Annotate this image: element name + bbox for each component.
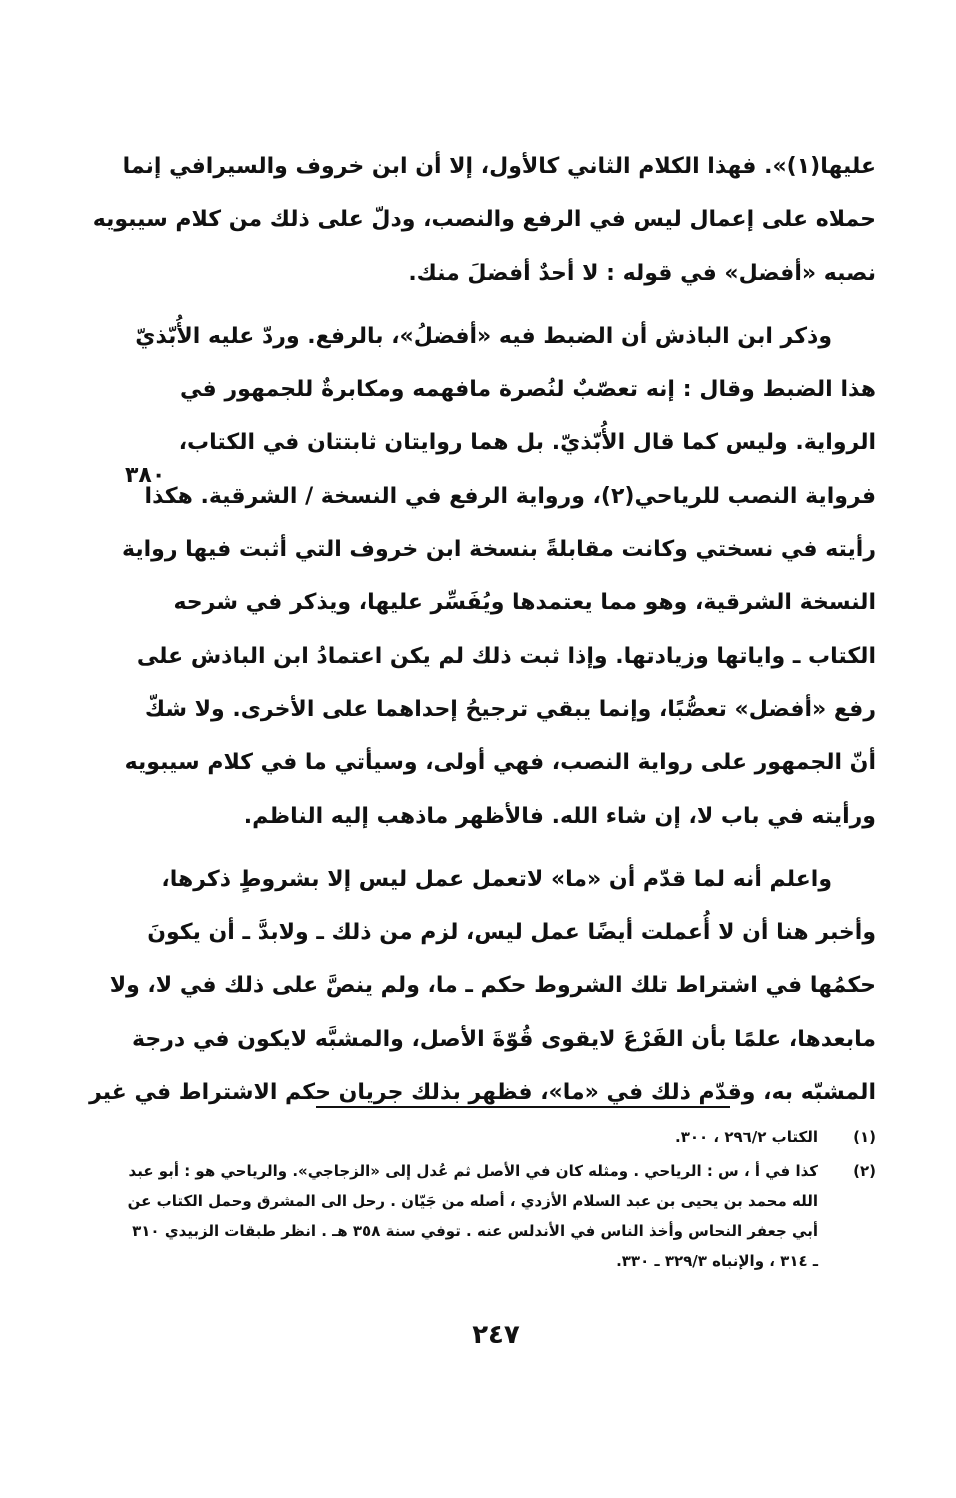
text-line: أنّ الجمهور على رواية النصب، فهي أولى، وسيأتي ما في كلام سيبويه: [124, 750, 876, 776]
text-line: حكمُها في اشتراط تلك الشروط حكم ـ ما، ولم ينصَّ على ذلك في لا، ولا: [109, 973, 876, 999]
text-line: وذكر ابن الباذش أن الضبط فيه «أفضلُ»، بالرفع. وردّ عليه الأُبّذيّ: [135, 323, 832, 349]
text-line: النسخة الشرقية، وهو مما يعتمدها ويُفَسِّر عليها، ويذكر في شرحه: [173, 590, 876, 616]
footnote-line: أبي جعفر النحاس وأخذ الناس في الأندلس عنه . توفي سنة ٣٥٨ هـ . انظر طبقات الزبيدي ٣١٠: [132, 1222, 818, 1240]
manuscript-folio-number: ٣٨٠: [125, 463, 166, 488]
footnote-line: كذا في أ ، س : الرياحي . ومثله كان في الأصل ثم عُدل إلى «الزجاجي». والرياحي هو : أبو عبد: [128, 1162, 818, 1180]
footnote-line: الله محمد بن يحيى بن عبد السلام الأزدي ، أصله من جَيّان . رحل الى المشرق وحمل الكتاب عن: [127, 1192, 818, 1210]
text-line: وأخبر هنا أن لا أُعملت أيضًا عمل ليس، لزم من ذلك ـ ولابدَّ ـ أن يكونَ: [147, 920, 876, 946]
text-line: عليها(١)». فهذا الكلام الثاني كالأول، إلا أن ابن خروف والسيرافي إنما: [122, 154, 876, 179]
footnote-divider: [316, 1106, 730, 1108]
text-line: الرواية. وليس كما قال الأُبّذيّ. بل هما روايتان ثابتتان في الكتاب،: [178, 430, 876, 456]
footnote-line: ـ ٣١٤ ، والإنباه ٣٢٩/٣ ـ ٣٣٠.: [616, 1252, 818, 1270]
text-line: نصبه «أفضل» في قوله : لا أحدٌ أفضلَ منك.: [408, 260, 876, 286]
text-line: رفع «أفضل» تعصُّبًا، وإنما يبقي ترجيحُ إحداهما على الأخرى. ولا شكّ: [144, 696, 876, 722]
footnotes: [127, 1122, 876, 1280]
footnote-number: (٢): [853, 1162, 876, 1180]
footnote-2: [127, 1156, 876, 1276]
paragraph-gap: [180, 843, 876, 853]
footnote-number: (١): [853, 1128, 876, 1146]
text-line: مابعدها، علمًا بأن الفَرْعَ لايقوى قُوّةَ الأصل، والمشبَّه لايكون في درجة: [132, 1026, 876, 1052]
text-line: فرواية النصب للرياحي(٢)، ورواية الرفع في النسخة / الشرقية. هكذا: [144, 483, 876, 509]
footnote-1: [176, 1122, 876, 1152]
text-line: هذا الضبط وقال : إنه تعصّبٌ لنُصرة مافهمه ومكابرةٌ للجمهور في: [180, 377, 876, 403]
text-line: حملاه على إعمال ليس في الرفع والنصب، ودلّ على ذلك من كلام سيبويه: [92, 207, 876, 233]
text-line: رأيته في نسختي وكانت مقابلةً بنسخة ابن خروف التي أثبت فيها رواية: [122, 537, 876, 563]
text-line: المشبّه به، وقدّم ذلك في «ما»، فظهر بذلك جريان حكم الاشتراط في غير: [89, 1080, 876, 1106]
footnote-line: الكتاب ٢٩٦/٢ ، ٣٠٠.: [675, 1128, 818, 1146]
text-line: الكتاب ـ واياتها وزيادتها. وإذا ثبت ذلك لم يكن اعتمادُ ابن الباذش على: [136, 643, 876, 669]
paragraph-gap: [180, 300, 876, 310]
text-line: واعلم أنه لما قدّم أن «ما» لاتعمل عمل ليس إلا بشروطٍ ذكرها،: [161, 866, 832, 892]
page-number: ٢٤٧: [472, 1320, 520, 1350]
text-line: ورأيته في باب لا، إن شاء الله. فالأظهر ماذهب إليه الناظم.: [243, 803, 876, 829]
